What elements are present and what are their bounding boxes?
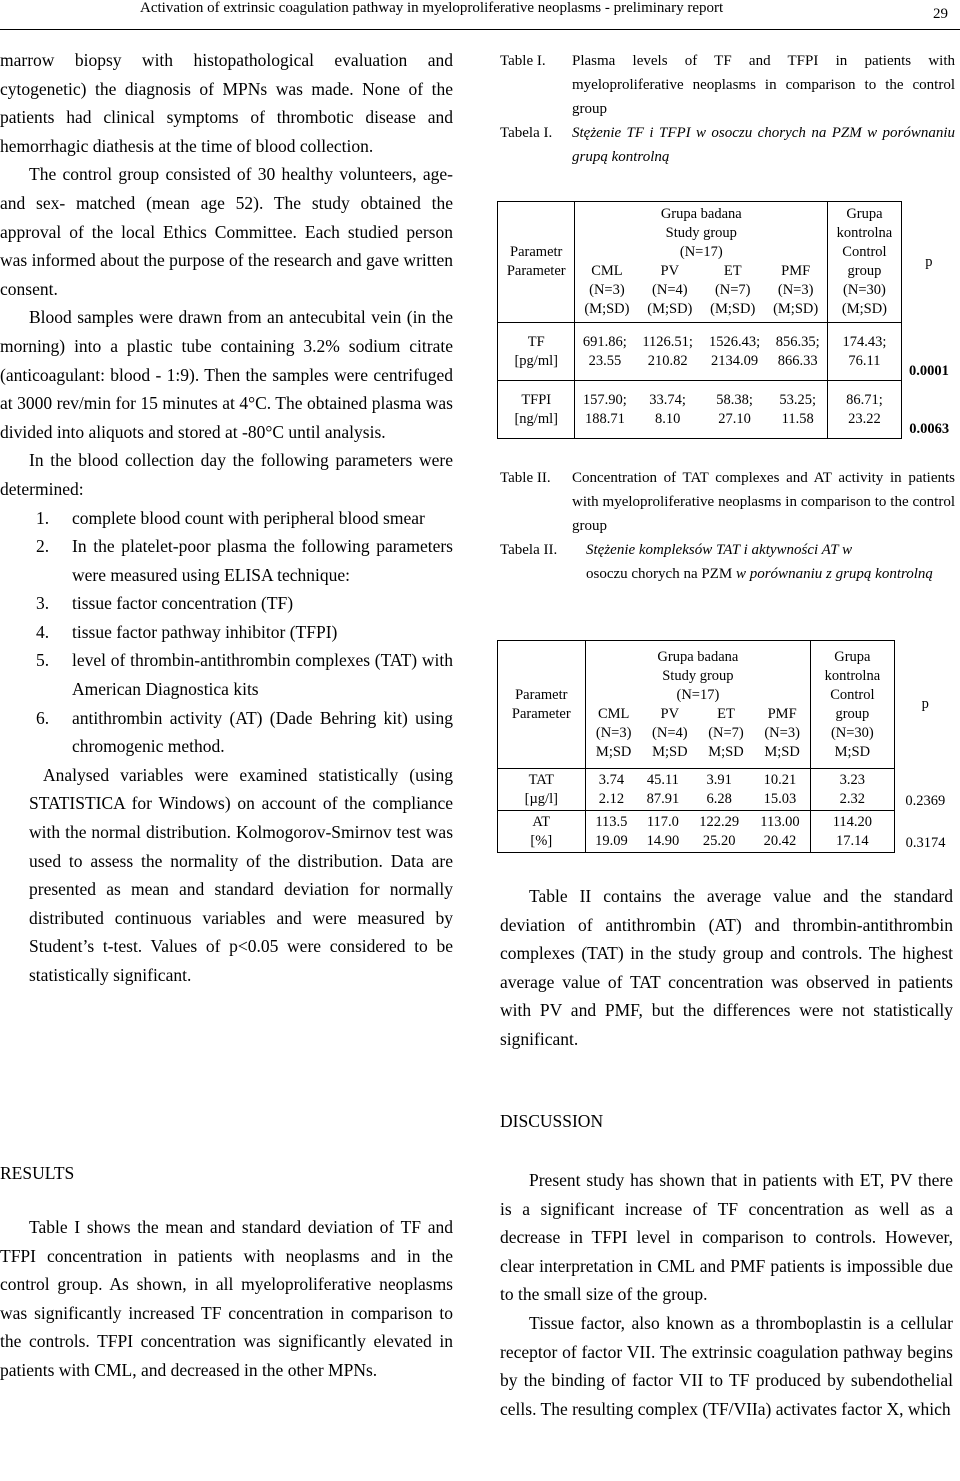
list-text: antithrombin activity (AT) (Dade Behring kit) using chromogenic method. [72, 707, 453, 757]
group-et: ET (N=7) (M;SD) [710, 263, 756, 317]
control-value-cell: 114.20 17.14 [811, 811, 894, 853]
group-et: ET (N=7) M;SD [708, 705, 744, 760]
p-value: 0.3174 [905, 834, 946, 851]
value-cell: 58.38; 27.10 [701, 381, 768, 439]
value-cell: 856.35; 866.33 [768, 323, 827, 381]
left-column [0, 46, 453, 990]
list-text: In the platelet-poor plasma the following parameters were measured using ELISA technique: [72, 536, 453, 585]
value-cell: 113.00 20.42 [750, 811, 811, 853]
group-pmf: PMF (N=3) M;SD [764, 705, 800, 760]
statistics-paragraph: Analysed variables were examined statistically (using STATISTICA for Windows) on account of the compliance with the normal distribution. Kolmogorov-Smirnov test was used to assess the normality of the distribution. Data are presented as mean and standard deviation for normally distributed continuous variables and were measured by Student’s t-test. Values of p<0.05 were considered to be statistically significant. [29, 764, 453, 985]
table2 [497, 640, 957, 853]
group-cml: CML (N=3) M;SD [595, 705, 632, 760]
group-cml: CML (N=3) (M;SD) [584, 263, 630, 317]
list-item [0, 618, 453, 647]
list-number: 2. [36, 536, 50, 557]
table-row [498, 811, 957, 853]
list-number: 5. [36, 650, 50, 671]
running-title: Activation of extrinsic coagulation pathway in myeloproliferative neoplasms - preliminary report [140, 0, 724, 16]
p-header: p [925, 253, 933, 270]
methods-paragraph-1: marrow biopsy with histopathological evaluation and cytogenetic) the diagnosis of MPNs was made. None of the patients had clinical symptoms of thrombotic disease and hemorrhagic diathesis at the time of blood collection. [0, 50, 453, 156]
control-group-header: Grupa kontrolna Control group (N=30) M;SD [811, 641, 894, 769]
table-row [498, 323, 957, 381]
value-cell: 157.90; 188.71 [575, 381, 634, 439]
value-cell: 45.11 87.91 [637, 769, 688, 811]
value-cell: 113.5 19.09 [585, 811, 637, 853]
list-text: level of thrombin-antithrombin complexes (TAT) with American Diagnostica kits [72, 650, 453, 700]
p-value: 0.0063 [909, 420, 950, 437]
list-number: 3. [36, 593, 50, 614]
group-pv: PV (N=4) M;SD [652, 705, 688, 760]
param-cell: TFPI [ng/ml] [498, 381, 575, 439]
control-value-cell: 3.23 2.32 [811, 769, 894, 811]
methods-paragraph-4: In the blood collection day the following parameters were determined: [0, 450, 453, 499]
methods-paragraph-2: The control group consisted of 30 healthy volunteers, age- and sex- matched (mean age 52). The study obtained the approval of the local Ethics Committee. Each studied person was informed about the purpose of the research and gave written consent. [0, 164, 453, 299]
results-column [0, 1213, 453, 1385]
table2-caption [500, 466, 955, 586]
group-pv: PV (N=4) (M;SD) [647, 263, 693, 317]
discussion-column [500, 1166, 953, 1423]
right-column-text [500, 882, 953, 1054]
table2-caption-pl-3: w porównaniu z grupą kontrolną [735, 566, 933, 582]
study-group-header: Grupa badana Study group (N=17) CML (N=3) (M;SD) PV (N=4) (M;SD) ET (N=7) (M;SD) PMF (N=3) (M;SD) [575, 202, 828, 323]
value-cell: 1126.51; 210.82 [634, 323, 701, 381]
p-value: 0.0001 [908, 362, 949, 379]
list-item [0, 504, 453, 533]
group-pmf: PMF (N=3) (M;SD) [773, 263, 819, 317]
value-cell: 53.25; 11.58 [768, 381, 827, 439]
param-header: Parametr Parameter [498, 641, 586, 769]
table-row [498, 769, 957, 811]
table2-label-pl: Tabela II. [500, 542, 558, 558]
p-value: 0.2369 [905, 792, 946, 809]
list-number: 4. [36, 621, 50, 642]
list-text: tissue factor concentration (TF) [72, 593, 294, 614]
value-cell: 33.74; 8.10 [634, 381, 701, 439]
discussion-paragraph-1: Present study has shown that in patients with ET, PV there is a significant increase of TF concentration as well as a decrease in TFPI level in comparison to controls. However, clear interpretation in CML and PMF patients is impossible due to the small size of the group. [500, 1170, 953, 1305]
table2-caption-pl-1: Stężenie kompleksów TAT i aktywności AT w [586, 542, 853, 558]
results-paragraph: Table I shows the mean and standard deviation of TF and TFPI concentration in patients with neoplasms and in the control group. As shown, in all myeloproliferative neoplasms was significantly increased TF concentration in comparison to the controls. TFPI concentration was significantly elevated in patients with CML, and decreased in the other MPNs. [0, 1217, 453, 1380]
methods-paragraph-3: Blood samples were drawn from an antecubital vein (in the morning) into a plastic tube containing 3.2% sodium citrate (anticoagulant: blood - 1:9). Then the samples were centrifuged at 3000 rev/min for 15 minutes at 4°C. The obtained plasma was divided into aliquots and stored at -80°C until analysis. [0, 307, 453, 442]
parameter-list [0, 504, 453, 761]
value-cell: 3.91 6.28 [689, 769, 750, 811]
table2-caption-en: Concentration of TAT complexes and AT activity in patients with myeloproliferative neoplasms in comparison to the control group [572, 470, 955, 534]
table1-caption-en: Plasma levels of TF and TFPI in patients with myeloproliferative neoplasms in comparison to the control group [572, 53, 955, 117]
value-cell: 122.29 25.20 [689, 811, 750, 853]
discussion-paragraph-2: Tissue factor, also known as a thromboplastin is a cellular receptor of factor VII. The extrinsic coagulation pathway begins by the binding of factor VII to TF produced by subendothelial cells. The resulting complex (TF/VIIa) activates factor X, which [500, 1312, 953, 1419]
value-cell: 10.21 15.03 [750, 769, 811, 811]
table2-label: Table II. [500, 470, 551, 486]
study-group-header: Grupa badana Study group (N=17) CML (N=3) M;SD PV (N=4) M;SD ET (N=7) M;SD PMF (N=3) M;SD [585, 641, 811, 769]
table2-caption-pl-2: osoczu chorych na PZM [586, 566, 733, 582]
discussion-heading: DISCUSSION [500, 1111, 604, 1131]
value-cell: 3.74 2.12 [585, 769, 637, 811]
table1 [497, 201, 957, 439]
param-cell: AT [%] [498, 811, 586, 853]
table1-label-pl: Tabela I. [500, 125, 553, 141]
table1-label: Table I. [500, 53, 546, 69]
list-text: complete blood count with peripheral blood smear [72, 507, 425, 528]
param-header: Parametr Parameter [498, 202, 575, 323]
list-item [0, 704, 453, 761]
table1-caption-pl: Stężenie TF i TFPI w osoczu chorych na PZM w porównaniu grupą kontrolną [572, 125, 955, 165]
control-value-cell: 174.43; 76.11 [828, 323, 902, 381]
table2-description-paragraph: Table II contains the average value and the standard deviation of antithrombin (AT) and thrombin-antithrombin complexes (TAT) in the study group and controls. The highest average value of TAT concentration was observed in patients with PV and PMF, but the differences were not statistically significant. [500, 886, 953, 1049]
list-text: tissue factor pathway inhibitor (TFPI) [72, 621, 338, 642]
control-group-header: Grupa kontrolna Control group (N=30) (M;SD) [828, 202, 902, 323]
value-cell: 1526.43; 2134.09 [701, 323, 768, 381]
param-cell: TAT [µg/l] [498, 769, 586, 811]
list-number: 1. [36, 507, 50, 528]
value-cell: 691.86; 23.55 [575, 323, 634, 381]
page-number: 29 [933, 6, 948, 22]
results-heading: RESULTS [0, 1163, 75, 1183]
table1-caption [500, 49, 955, 169]
list-item [0, 532, 453, 589]
header-rule [0, 29, 960, 30]
p-header: p [921, 696, 929, 712]
value-cell: 117.0 14.90 [637, 811, 688, 853]
list-item [0, 589, 453, 618]
control-value-cell: 86.71; 23.22 [828, 381, 902, 439]
list-number: 6. [36, 707, 50, 728]
list-item [0, 646, 453, 703]
param-cell: TF [pg/ml] [498, 323, 575, 381]
table-row [498, 381, 957, 439]
